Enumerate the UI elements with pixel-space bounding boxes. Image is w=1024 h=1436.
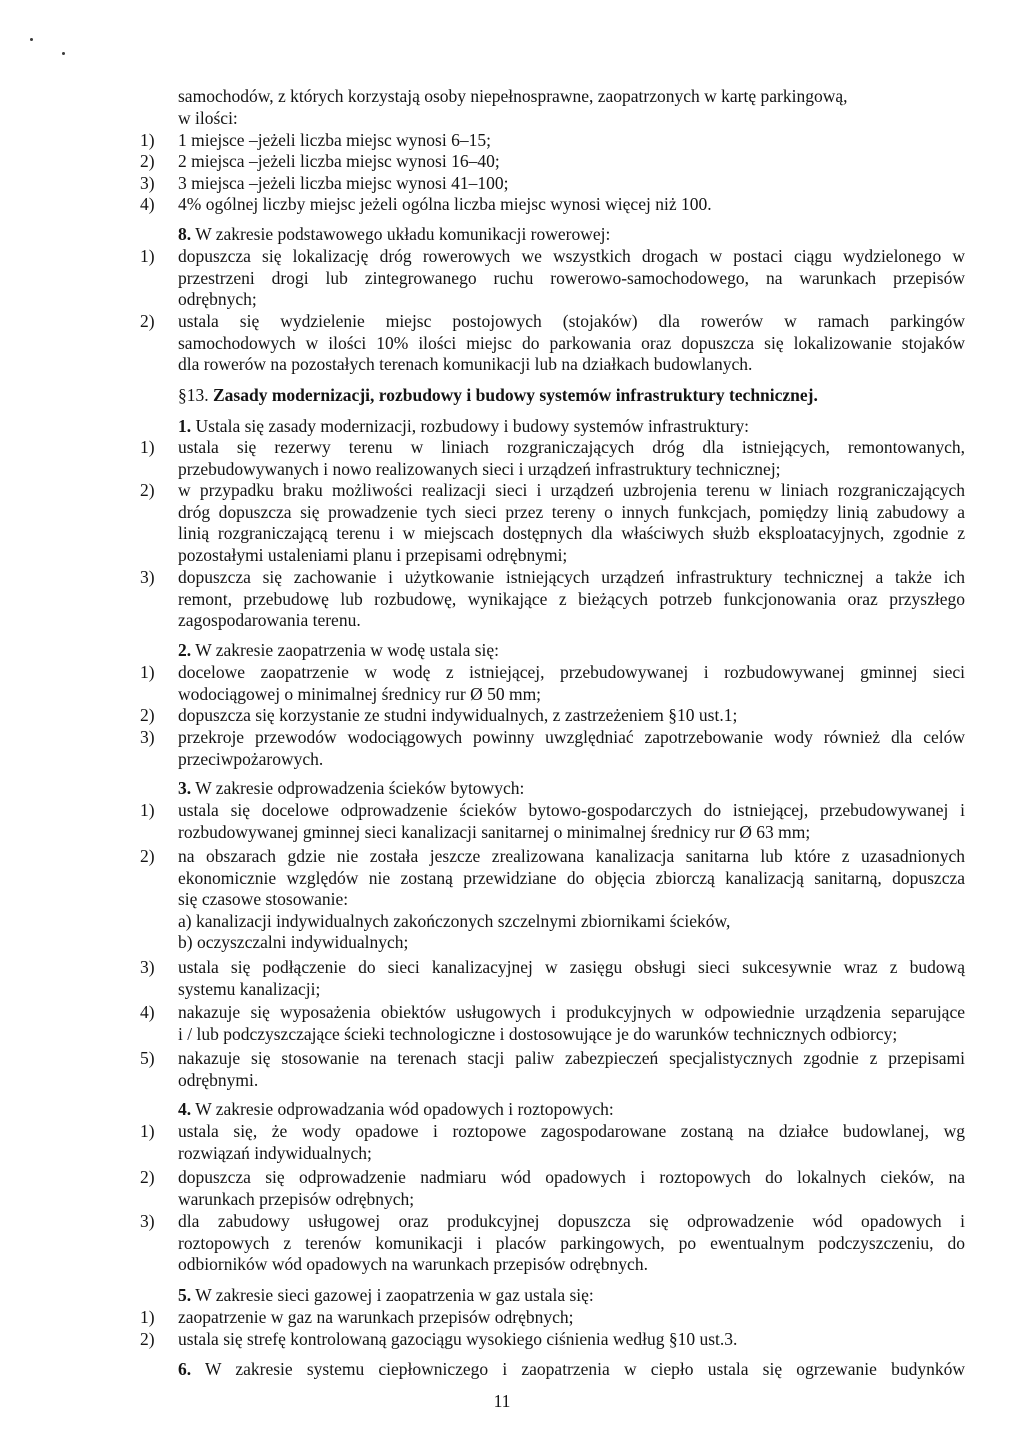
section-6-heading [178, 1359, 965, 1381]
text-line: dopuszcza się odprowadzenie nadmiaru wód opadowych i roztopowych do lokalnych cieków, na [178, 1167, 965, 1187]
text-line: remont, przebudowę lub rozbudowę, wynikające z bieżących potrzeb funkcjonowania oraz przyszłego [178, 588, 965, 609]
list-number: 3) [140, 957, 155, 977]
list-number: 3) [140, 173, 155, 193]
list-number: 3) [140, 1211, 155, 1231]
list-number: 1) [140, 662, 155, 682]
text-line: warunkach przepisów odrębnych; [178, 1188, 415, 1209]
list-number: 2) [140, 151, 155, 171]
text-line: dróg dopuszcza się prowadzenie tych sieci przez tereny o innych funkcjach, pomiędzy linią zabudowy a [178, 501, 965, 522]
section-1-heading [178, 416, 965, 438]
text-line: ustala się wydzielenie miejsc postojowych (stojaków) dla rowerów w ramach parkingów [178, 311, 965, 331]
section-title: Ustala się zasady modernizacji, rozbudowy i budowy systemów infrastruktury: [195, 416, 750, 436]
section-number: 2. [178, 640, 192, 660]
text-line: wodociągowej o minimalnej średnicy rur Ø 50 mm; [178, 683, 542, 704]
list-number: 2) [140, 1167, 155, 1187]
text-line: przekroje przewodów wodociągowych powinny uwzględniać zapotrzebowanie wody również dla celów [178, 727, 965, 747]
list-item [140, 437, 965, 480]
text-line: ustala się docelowe odprowadzenie ścieków bytowo-gospodarczych do istniejącej, przebudowywanej i [178, 800, 965, 820]
list-number: 4) [140, 194, 155, 214]
list-number: 1) [140, 246, 155, 266]
list-item [140, 846, 965, 954]
section-number: 5. [178, 1285, 192, 1305]
list-item [140, 957, 965, 1000]
sub-item: a) kanalizacji indywidualnych zakończonych szczelnymi zbiornikami ścieków, [178, 910, 731, 931]
list-number: 2) [140, 846, 155, 866]
text-line: zagospodarowania terenu. [178, 610, 361, 631]
list-item [140, 1048, 965, 1091]
text-line: na obszarach gdzie nie została jeszcze zrealizowana kanalizacja sanitarna lub które z uzasadnionych [178, 846, 965, 866]
list-item [140, 662, 965, 705]
section-4-heading [178, 1099, 965, 1121]
list-item [140, 151, 965, 173]
section-title: W zakresie sieci gazowej i zaopatrzenia w gaz ustala się: [195, 1285, 594, 1305]
text-line: 3 miejsca –jeżeli liczba miejsc wynosi 41–100; [178, 173, 509, 193]
text-line: 1 miejsce –jeżeli liczba miejsc wynosi 6–15; [178, 130, 491, 150]
text-line: dla zabudowy usługowej oraz produkcyjnej dopuszcza się odprowadzenie wód opadowych i [178, 1211, 965, 1231]
list-number: 2) [140, 705, 155, 725]
list-number: 3) [140, 567, 155, 587]
text-line: ustala się podłączenie do sieci kanalizacyjnej w zasięgu obsługi sieci sukcesywnie wraz z budową [178, 957, 965, 977]
text-line: systemu kanalizacji; [178, 978, 321, 999]
text-line: zaopatrzenie w gaz na warunkach przepisów odrębnych; [178, 1307, 574, 1327]
section-number: 6. [178, 1359, 192, 1379]
text-line: docelowe zaopatrzenie w wodę z istniejącej, przebudowywanej i rozbudowywanej gminnej sieci [178, 662, 965, 682]
list-number: 1) [140, 1307, 155, 1327]
text-line: linią rozgraniczającą terenu i w miejscach dostępnych dla właściwych służb eksploatacyjnych, zgodnie z [178, 523, 965, 544]
section-number: 3. [178, 778, 192, 798]
text-line: nakazuje się wyposażenia obiektów usługowych i produkcyjnych w odpowiednie urządzenia separujące [178, 1002, 965, 1022]
text-line: odrębnych; [178, 289, 257, 310]
text-line: ustala się strefę kontrolowaną gazociągu wysokiego ciśnienia według §10 ust.3. [178, 1329, 738, 1349]
text-line: i / lub podczyszczające ścieki technologiczne i dostosowujące je do warunków technicznych odbiorcy; [178, 1023, 898, 1044]
page-number: 11 [493, 1391, 511, 1411]
text-line: 4% ogólnej liczby miejsc jeżeli ogólna liczba miejsc wynosi więcej niż 100. [178, 194, 712, 214]
list-item [140, 705, 965, 727]
text-line: ekonomicznie względów nie zostaną przewidziane do objęcia zbiorczą kanalizacją sanitarną, dopuszcza [178, 867, 965, 888]
text-line: samochodowych w ilości 10% ilości miejsc do parkowania oraz dopuszcza się lokalizowanie stojaków [178, 332, 965, 353]
text-line: 2 miejsca –jeżeli liczba miejsc wynosi 16–40; [178, 151, 500, 171]
text-line: ustala się, że wody opadowe i roztopowe zagospodarowane zostaną na działce budowlanej, wg [178, 1121, 965, 1141]
section-2-heading [178, 640, 965, 662]
text-line: się czasowe stosowanie: [178, 889, 349, 910]
paragraph-title: Zasady modernizacji, rozbudowy i budowy systemów infrastruktury technicznej. [213, 385, 818, 405]
text-line: dopuszcza się lokalizację dróg rowerowych we wszystkich drogach w postaci ciągu wydzielonego w [178, 246, 965, 266]
section-title: W zakresie odprowadzania wód opadowych i roztopowych: [195, 1099, 614, 1119]
list-item [140, 727, 965, 770]
text-line: odbiorników wód opadowych na warunkach przepisów odrębnych. [178, 1254, 648, 1275]
list-number: 4) [140, 1002, 155, 1022]
list-number: 5) [140, 1048, 155, 1068]
text-line: dopuszcza się korzystanie ze studni indywidualnych, z zastrzeżeniem §10 ust.1; [178, 705, 738, 725]
section-number: 1. [178, 416, 192, 436]
scan-speck [62, 52, 65, 55]
list-number: 1) [140, 437, 155, 457]
section-5-heading [178, 1285, 965, 1307]
list-number: 2) [140, 1329, 155, 1349]
text-line: przestrzeni drogi lub zintegrowanego ruchu rowerowo-samochodowego, na warunkach przepisów [178, 267, 965, 288]
list-item [140, 480, 965, 566]
text-line: w ilości: [178, 107, 238, 128]
list-number: 1) [140, 1121, 155, 1141]
list-item [140, 1329, 965, 1351]
list-number: 1) [140, 130, 155, 150]
section-title: W zakresie odprowadzenia ścieków bytowych: [195, 778, 525, 798]
text-line: dopuszcza się zachowanie i użytkowanie istniejących urządzeń infrastruktury technicznej a także ich [178, 567, 965, 587]
list-number: 2) [140, 311, 155, 331]
scan-speck [30, 38, 33, 41]
list-item [140, 800, 965, 843]
list-item [140, 1121, 965, 1164]
list-item [140, 1002, 965, 1045]
text-line: przeciwpożarowych. [178, 748, 324, 769]
text-line: dla rowerów na pozostałych terenach komunikacji lub na działkach budowlanych. [178, 354, 753, 375]
list-number: 3) [140, 727, 155, 747]
list-item [140, 246, 965, 311]
list-item [140, 1211, 965, 1276]
text-line: roztopowych z terenów komunikacji i placów parkingowych, po ewentualnym podczyszczeniu, do [178, 1232, 965, 1253]
text-line: w przypadku braku możliwości realizacji sieci i urządzeń uzbrojenia terenu w liniach rozgraniczających [178, 480, 965, 500]
section-number: 4. [178, 1099, 192, 1119]
paragraph-13-heading [178, 385, 965, 407]
section-number: 8. [178, 224, 192, 244]
list-number: 2) [140, 480, 155, 500]
list-item [140, 311, 965, 376]
sub-item: b) oczyszczalni indywidualnych; [178, 932, 409, 953]
section-title: W zakresie zaopatrzenia w wodę ustala się: [195, 640, 500, 660]
section-8-heading [178, 224, 965, 246]
list-item [140, 1307, 965, 1329]
text-line: samochodów, z których korzystają osoby niepełnosprawne, zaopatrzonych w kartę parkingową, [178, 86, 848, 106]
text-line: rozbudowywanej gminnej sieci kanalizacji sanitarnej o minimalnej średnicy rur Ø 63 mm; [178, 821, 811, 842]
list-item [140, 173, 965, 195]
section-title: W zakresie podstawowego układu komunikacji rowerowej: [195, 224, 611, 244]
list-item [140, 567, 965, 632]
text-line: przebudowywanych i nowo realizowanych sieci i urządzeń infrastruktury technicznej; [178, 458, 781, 479]
list-item [140, 1167, 965, 1210]
list-item [140, 130, 965, 152]
list-item [140, 194, 965, 216]
text-line: nakazuje się stosowanie na terenach stacji paliw zabezpieczeń specjalistycznych zgodnie z przepisami [178, 1048, 965, 1068]
section-3-heading [178, 778, 965, 800]
list-number: 1) [140, 800, 155, 820]
text-line: odrębnymi. [178, 1069, 259, 1090]
section-title: W zakresie systemu ciepłowniczego i zaopatrzenia w ciepło ustala się ogrzewanie budynków [204, 1359, 965, 1379]
text-line: pozostałymi ustaleniami planu i przepisami odrębnymi; [178, 544, 568, 565]
paragraph-sign: §13. [178, 385, 209, 405]
text-line: ustala się rezerwy terenu w liniach rozgraniczających dróg dla istniejących, remontowanych, [178, 437, 965, 457]
text-line: rozwiązań indywidualnych; [178, 1142, 372, 1163]
intro-paragraph [178, 86, 965, 129]
